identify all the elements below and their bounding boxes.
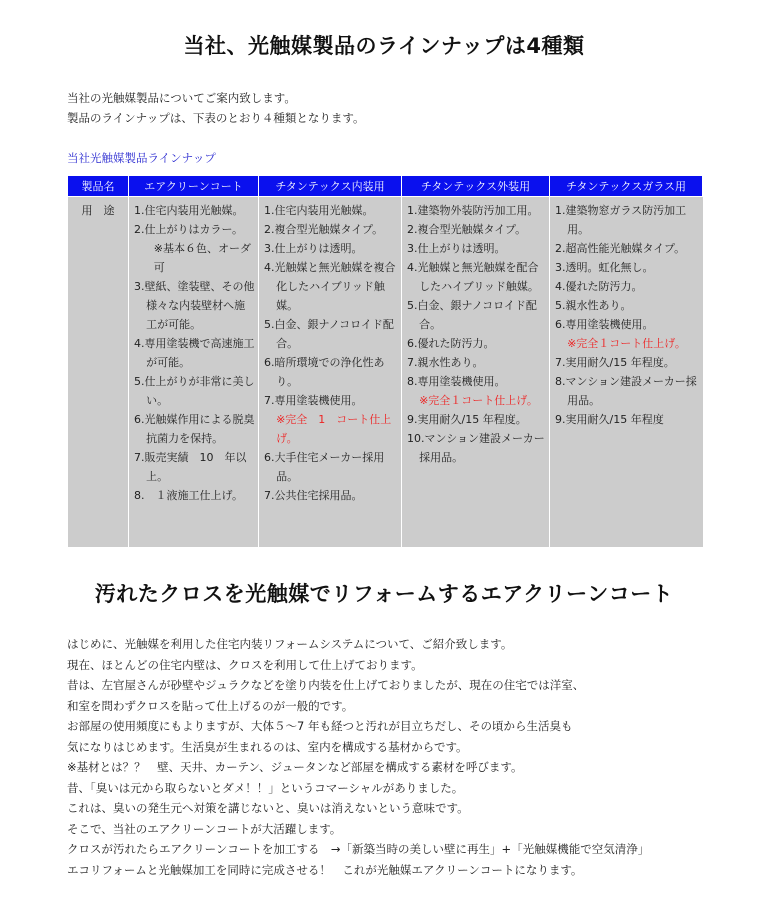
body-line: 現在、ほとんどの住宅内壁は、クロスを利用して仕上げております。 — [67, 657, 423, 672]
list-item: 1.建築物外装防汚加工用。 — [407, 204, 539, 217]
list-item: 3.壁紙、塗装壁、その他様々な内装壁材へ施工が可能。 — [134, 280, 255, 331]
intro-line: 当社の光触媒製品についてご案内致します。 — [67, 91, 296, 105]
list-item: 2.超高性能光触媒タイプ。 — [555, 242, 686, 255]
highlight-note: ※完全１コート仕上げ。 — [567, 337, 686, 350]
list-item: 9.実用耐久/15 年程度 — [555, 413, 664, 426]
list-item: 7.販売実績 10 年以上。 — [134, 451, 247, 483]
table-caption: 当社光触媒製品ラインナップ — [67, 151, 216, 165]
list-item: 7.親水性あり。 — [407, 356, 484, 369]
highlight-note: ※完全１コート仕上げ。 — [419, 394, 538, 407]
list-item: 6.暗所環境での浄化性あり。 — [264, 356, 385, 388]
body-line: 昔、「臭いは元から取らないとダメ！！」というコマーシャルがありました。 — [67, 780, 464, 795]
list-item: 7.実用耐久/15 年程度。 — [555, 356, 675, 369]
body-line: 気になりはじめます。生活臭が生まれるのは、室内を構成する基材からです。 — [67, 739, 468, 754]
list-item: 5.白金、銀ナノコロイド配合。 — [407, 299, 537, 331]
header-air-clean-coat: エアクリーンコート — [129, 176, 259, 197]
list-item: 3.仕上がりは透明。 — [264, 242, 363, 255]
list-item: 1.住宅内装用光触媒。 — [264, 204, 374, 217]
body-line: ※基材とは？？ 壁、天井、カーテン、ジュータンなど部屋を構成する素材を呼びます。 — [67, 760, 523, 774]
list-item: 2.複合型光触媒タイプ。 — [264, 223, 384, 236]
cell-titantex-interior — [259, 197, 402, 548]
list-item: 7.専用塗装機使用。 — [264, 394, 363, 407]
sub-note: ※基本６色、オーダ可 — [153, 242, 252, 274]
list-item: 8. １液施工仕上げ。 — [134, 489, 244, 502]
header-titantex-exterior: チタンテックス外装用 — [402, 176, 550, 197]
body-text — [67, 634, 649, 880]
list-item: 6.光触媒作用による脱臭抗菌力を保持。 — [134, 413, 255, 445]
list-item: 5.仕上がりが非常に美しい。 — [134, 375, 255, 407]
list-item: 9.実用耐久/15 年程度。 — [407, 413, 527, 426]
list-item: 3.仕上がりは透明。 — [407, 242, 506, 255]
cell-titantex-exterior — [402, 197, 550, 548]
section-title: 汚れたクロスを光触媒でリフォームするエアクリーンコート — [94, 582, 674, 606]
list-item: 5.白金、銀ナノコロイド配合。 — [264, 318, 394, 350]
list-item: 8.専用塗装機使用。 — [407, 375, 506, 388]
list-item: 2.仕上がりはカラー。 — [134, 223, 244, 236]
body-line: そこで、当社のエアクリーンコートが大活躍します。 — [67, 821, 342, 836]
body-line: お部屋の使用頻度にもよりますが、大体５〜7 年も経つと汚れが目立ちだし、その頃から生活臭も — [67, 719, 573, 733]
list-item: 6.大手住宅メーカー採用品。 — [264, 451, 385, 483]
list-item: 6.専用塗装機使用。 — [555, 318, 654, 331]
list-item: 2.複合型光触媒タイプ。 — [407, 223, 527, 236]
header-titantex-interior: チタンテックス内装用 — [259, 176, 402, 197]
list-item: 1.住宅内装用光触媒。 — [134, 204, 244, 217]
table-header-row — [68, 176, 703, 197]
list-item: 5.親水性あり。 — [555, 299, 632, 312]
cell-air-clean-coat — [129, 197, 259, 548]
body-line: 昔は、左官屋さんが砂壁やジュラクなどを塗り内装を仕上げておりましたが、現在の住宅では洋室、 — [67, 678, 585, 692]
highlight-note: ※完全 1 コート仕上げ。 — [276, 413, 392, 445]
body-line: これは、臭いの発生元へ対策を講じないと、臭いは消えないという意味です。 — [67, 801, 469, 815]
list-item: 4.優れた防汚力。 — [555, 280, 643, 293]
body-line: 和室を問わずクロスを貼って仕上げるのが一般的です。 — [67, 698, 354, 713]
list-item: 4.光触媒と無光触媒を配合したハイブリッド触媒。 — [407, 261, 539, 293]
list-item: 4.光触媒と無光触媒を複合化したハイブリッド触媒。 — [264, 261, 396, 312]
list-item: 10.マンション建設メーカー採用品。 — [407, 432, 545, 464]
header-product-name: 製品名 — [68, 176, 129, 197]
row-label-usage: 用 途 — [68, 197, 129, 548]
body-line: クロスが汚れたらエアクリーンコートを加工する →「新築当時の美しい壁に再生」+「光触媒機能で空気清浄」 — [67, 842, 650, 856]
intro-line: 製品のラインナップは、下表のとおり４種類となります。 — [67, 111, 365, 125]
page-title: 当社、光触媒製品のラインナップは4種類 — [183, 34, 585, 58]
table-row — [68, 197, 703, 548]
cell-titantex-glass — [550, 197, 703, 548]
body-line: エコリフォームと光触媒加工を同時に完成させる！ これが光触媒エアクリーンコートになります。 — [67, 862, 583, 877]
list-item: 7.公共住宅採用品。 — [264, 489, 363, 502]
list-item: 6.優れた防汚力。 — [407, 337, 495, 350]
list-item: 4.専用塗装機で高速施工が可能。 — [134, 337, 255, 369]
body-line: はじめに、光触媒を利用した住宅内装リフォームシステムについて、ご紹介致します。 — [67, 637, 513, 651]
header-titantex-glass: チタンテックスガラス用 — [550, 176, 703, 197]
intro-text — [67, 88, 365, 128]
list-item: 8.マンション建設メーカー採用品。 — [555, 375, 697, 407]
list-item: 1.建築物窓ガラス防汚加工用。 — [555, 204, 687, 236]
list-item: 3.透明。虹化無し。 — [555, 261, 654, 274]
product-lineup-table — [67, 175, 703, 547]
